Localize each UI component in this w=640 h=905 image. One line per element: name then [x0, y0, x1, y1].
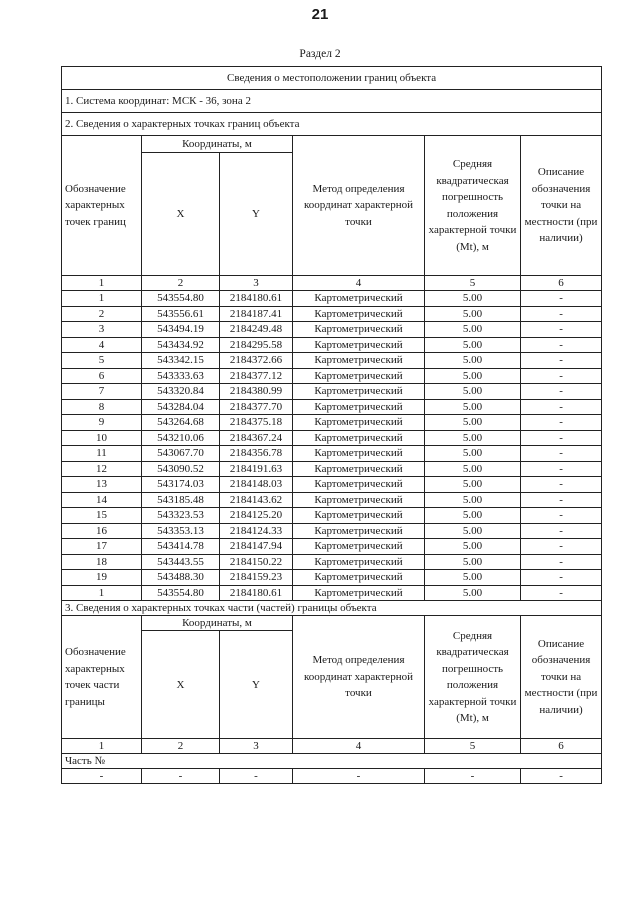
table-cell: 5.00 — [425, 492, 521, 508]
table-cell: - — [521, 508, 602, 524]
table-cell: 5.00 — [425, 337, 521, 353]
table-cell: Картометрический — [293, 585, 425, 601]
table-cell: 5.00 — [425, 523, 521, 539]
column-number: 1 — [62, 739, 142, 754]
table-cell: Картометрический — [293, 446, 425, 462]
table-cell: 543488.30 — [142, 570, 220, 586]
table-cell: 2184180.61 — [220, 291, 293, 307]
column-number: 6 — [521, 739, 602, 754]
table-cell: - — [521, 322, 602, 338]
table-cell: 543067.70 — [142, 446, 220, 462]
table-cell: 15 — [62, 508, 142, 524]
table-cell: 2184372.66 — [220, 353, 293, 369]
table-cell: Картометрический — [293, 399, 425, 415]
table-row — [62, 461, 602, 477]
table-cell: - — [521, 461, 602, 477]
part-number-label: Часть № — [62, 754, 602, 769]
table-cell: 8 — [62, 399, 142, 415]
table-cell: 12 — [62, 461, 142, 477]
table-cell: 543443.55 — [142, 554, 220, 570]
column-number: 3 — [220, 276, 293, 291]
section-title: Раздел 2 — [299, 48, 341, 60]
table-cell: 543333.63 — [142, 368, 220, 384]
table-cell: 2 — [62, 306, 142, 322]
table-cell: Картометрический — [293, 291, 425, 307]
table-cell: 5.00 — [425, 430, 521, 446]
table-cell: - — [521, 523, 602, 539]
table-cell: 10 — [62, 430, 142, 446]
table-cell: 5.00 — [425, 368, 521, 384]
part3-title: 3. Сведения о характерных точках части (частей) границы объекта — [62, 601, 602, 616]
table-cell: - — [521, 353, 602, 369]
table-cell: 543174.03 — [142, 477, 220, 493]
table-cell: Картометрический — [293, 353, 425, 369]
column-number: 2 — [142, 739, 220, 754]
table-cell: 19 — [62, 570, 142, 586]
table-cell: 17 — [62, 539, 142, 555]
table-cell: 5.00 — [425, 353, 521, 369]
header-y: Y — [220, 153, 293, 276]
table-row — [62, 430, 602, 446]
table-cell: Картометрический — [293, 477, 425, 493]
table-cell: 2184125.20 — [220, 508, 293, 524]
table-cell: 14 — [62, 492, 142, 508]
header-coordinates: Координаты, м — [142, 136, 293, 153]
table-row — [62, 477, 602, 493]
table-cell: Картометрический — [293, 523, 425, 539]
table-cell: - — [521, 539, 602, 555]
table-cell: 6 — [62, 368, 142, 384]
table-cell: 543342.15 — [142, 353, 220, 369]
table-row — [62, 306, 602, 322]
table-cell: Картометрический — [293, 337, 425, 353]
table-cell: 5.00 — [425, 508, 521, 524]
table-cell: - — [142, 769, 220, 784]
part3-designation-text: Обозначение характерных точек части границы — [65, 646, 126, 708]
table-cell: 543185.48 — [142, 492, 220, 508]
table-row — [62, 523, 602, 539]
table-cell: 2184148.03 — [220, 477, 293, 493]
table-cell: 2184147.94 — [220, 539, 293, 555]
table-cell: Картометрический — [293, 554, 425, 570]
part3-header-designation — [62, 616, 142, 739]
table-cell: Картометрический — [293, 539, 425, 555]
table-cell: 5.00 — [425, 570, 521, 586]
table-cell: 13 — [62, 477, 142, 493]
table-cell: - — [293, 769, 425, 784]
table-row — [62, 322, 602, 338]
table-cell: - — [521, 430, 602, 446]
column-number: 5 — [425, 276, 521, 291]
table-cell: 543264.68 — [142, 415, 220, 431]
table-cell: 2184295.58 — [220, 337, 293, 353]
table-cell: 543554.80 — [142, 585, 220, 601]
table-cell: 11 — [62, 446, 142, 462]
table-row — [62, 570, 602, 586]
boundaries-table — [61, 66, 602, 784]
part3-header-error: Средняя квадратическая погрешность положения характерной точки (Mt), м — [425, 616, 521, 739]
table-cell: 5.00 — [425, 477, 521, 493]
table-cell: Картометрический — [293, 461, 425, 477]
column-number: 6 — [521, 276, 602, 291]
page-number: 21 — [311, 6, 329, 23]
table-cell: - — [425, 769, 521, 784]
part3-header-y: Y — [220, 631, 293, 739]
table-cell: 2184191.63 — [220, 461, 293, 477]
table-cell: 5.00 — [425, 322, 521, 338]
header-designation: Обозначение характерных точек границ — [62, 136, 142, 276]
table-cell: 543323.53 — [142, 508, 220, 524]
table-row — [62, 508, 602, 524]
table-cell: 543210.06 — [142, 430, 220, 446]
table-cell: 7 — [62, 384, 142, 400]
table-row — [62, 368, 602, 384]
table-cell: 9 — [62, 415, 142, 431]
table-cell: - — [521, 585, 602, 601]
part3-column-numbers — [62, 739, 602, 754]
table-cell: - — [521, 368, 602, 384]
table-cell: 5.00 — [425, 539, 521, 555]
column-number: 1 — [62, 276, 142, 291]
table-cell: 2184187.41 — [220, 306, 293, 322]
table-cell: 2184249.48 — [220, 322, 293, 338]
table-row — [62, 585, 602, 601]
table-row — [62, 291, 602, 307]
table-row — [62, 539, 602, 555]
table-cell: 5.00 — [425, 585, 521, 601]
column-number: 2 — [142, 276, 220, 291]
table-cell: 16 — [62, 523, 142, 539]
table-cell: 5 — [62, 353, 142, 369]
table-row — [62, 446, 602, 462]
table-cell: 2184180.61 — [220, 585, 293, 601]
table-cell: Картометрический — [293, 508, 425, 524]
part3-empty-row — [62, 769, 602, 784]
column-number: 3 — [220, 739, 293, 754]
table-cell: 543320.84 — [142, 384, 220, 400]
table-cell: 543414.78 — [142, 539, 220, 555]
table-row — [62, 492, 602, 508]
table-cell: 18 — [62, 554, 142, 570]
coordinate-system: 1. Система координат: МСК - 36, зона 2 — [62, 90, 602, 113]
table-cell: - — [521, 415, 602, 431]
table-cell: 1 — [62, 291, 142, 307]
header-x: X — [142, 153, 220, 276]
table-cell: Картометрический — [293, 384, 425, 400]
header-method: Метод определения координат характерной точки — [293, 136, 425, 276]
table-cell: - — [521, 769, 602, 784]
table-cell: - — [521, 570, 602, 586]
table-cell: 2184367.24 — [220, 430, 293, 446]
table-cell: - — [521, 477, 602, 493]
part3-header-method: Метод определения координат характерной точки — [293, 616, 425, 739]
table-cell: 543434.92 — [142, 337, 220, 353]
part2-title: 2. Сведения о характерных точках границ объекта — [62, 113, 602, 136]
table-cell: - — [220, 769, 293, 784]
table-cell: 2184143.62 — [220, 492, 293, 508]
table-cell: - — [521, 291, 602, 307]
table-cell: 543556.61 — [142, 306, 220, 322]
table-cell: 2184150.22 — [220, 554, 293, 570]
table-row — [62, 337, 602, 353]
table-cell: 1 — [62, 585, 142, 601]
table-cell: 2184377.12 — [220, 368, 293, 384]
table-cell: - — [521, 337, 602, 353]
table-cell: - — [521, 492, 602, 508]
column-number: 5 — [425, 739, 521, 754]
table-cell: - — [521, 306, 602, 322]
table-cell: 2184124.33 — [220, 523, 293, 539]
table-cell: Картометрический — [293, 322, 425, 338]
table-row — [62, 415, 602, 431]
table-row — [62, 353, 602, 369]
table-cell: 2184159.23 — [220, 570, 293, 586]
table-cell: 5.00 — [425, 384, 521, 400]
table-cell: Картометрический — [293, 415, 425, 431]
table-cell: 5.00 — [425, 306, 521, 322]
table-cell: 5.00 — [425, 415, 521, 431]
table-cell: Картометрический — [293, 570, 425, 586]
table-cell: 4 — [62, 337, 142, 353]
table-cell: 3 — [62, 322, 142, 338]
table-row — [62, 384, 602, 400]
table-cell: 5.00 — [425, 554, 521, 570]
table-cell: 543554.80 — [142, 291, 220, 307]
table-row — [62, 399, 602, 415]
header-description: Описание обозначения точки на местности (при наличии) — [521, 136, 602, 276]
table-cell: 543494.19 — [142, 322, 220, 338]
column-number: 4 — [293, 276, 425, 291]
table-cell: 543353.13 — [142, 523, 220, 539]
table-cell: 5.00 — [425, 461, 521, 477]
table-cell: 543090.52 — [142, 461, 220, 477]
table-cell: Картометрический — [293, 430, 425, 446]
part3-header-coordinates: Координаты, м — [142, 616, 293, 631]
table-cell: 543284.04 — [142, 399, 220, 415]
table-cell: - — [521, 446, 602, 462]
table-cell: 2184375.18 — [220, 415, 293, 431]
table-row — [62, 554, 602, 570]
header-error: Средняя квадратическая погрешность положения характерной точки (Mt), м — [425, 136, 521, 276]
table-title: Сведения о местоположении границ объекта — [62, 67, 602, 90]
table-cell: 2184356.78 — [220, 446, 293, 462]
table-cell: - — [521, 384, 602, 400]
table-cell: 2184380.99 — [220, 384, 293, 400]
part2-column-numbers — [62, 276, 602, 291]
table-cell: 5.00 — [425, 446, 521, 462]
table-cell: - — [521, 399, 602, 415]
table-cell: Картометрический — [293, 492, 425, 508]
table-cell: - — [521, 554, 602, 570]
table-cell: Картометрический — [293, 306, 425, 322]
table-cell: - — [62, 769, 142, 784]
table-cell: Картометрический — [293, 368, 425, 384]
table-cell: 2184377.70 — [220, 399, 293, 415]
part3-header-x: X — [142, 631, 220, 739]
table-cell: 5.00 — [425, 291, 521, 307]
column-number: 4 — [293, 739, 425, 754]
table-cell: 5.00 — [425, 399, 521, 415]
part3-header-description: Описание обозначения точки на местности (при наличии) — [521, 616, 602, 739]
